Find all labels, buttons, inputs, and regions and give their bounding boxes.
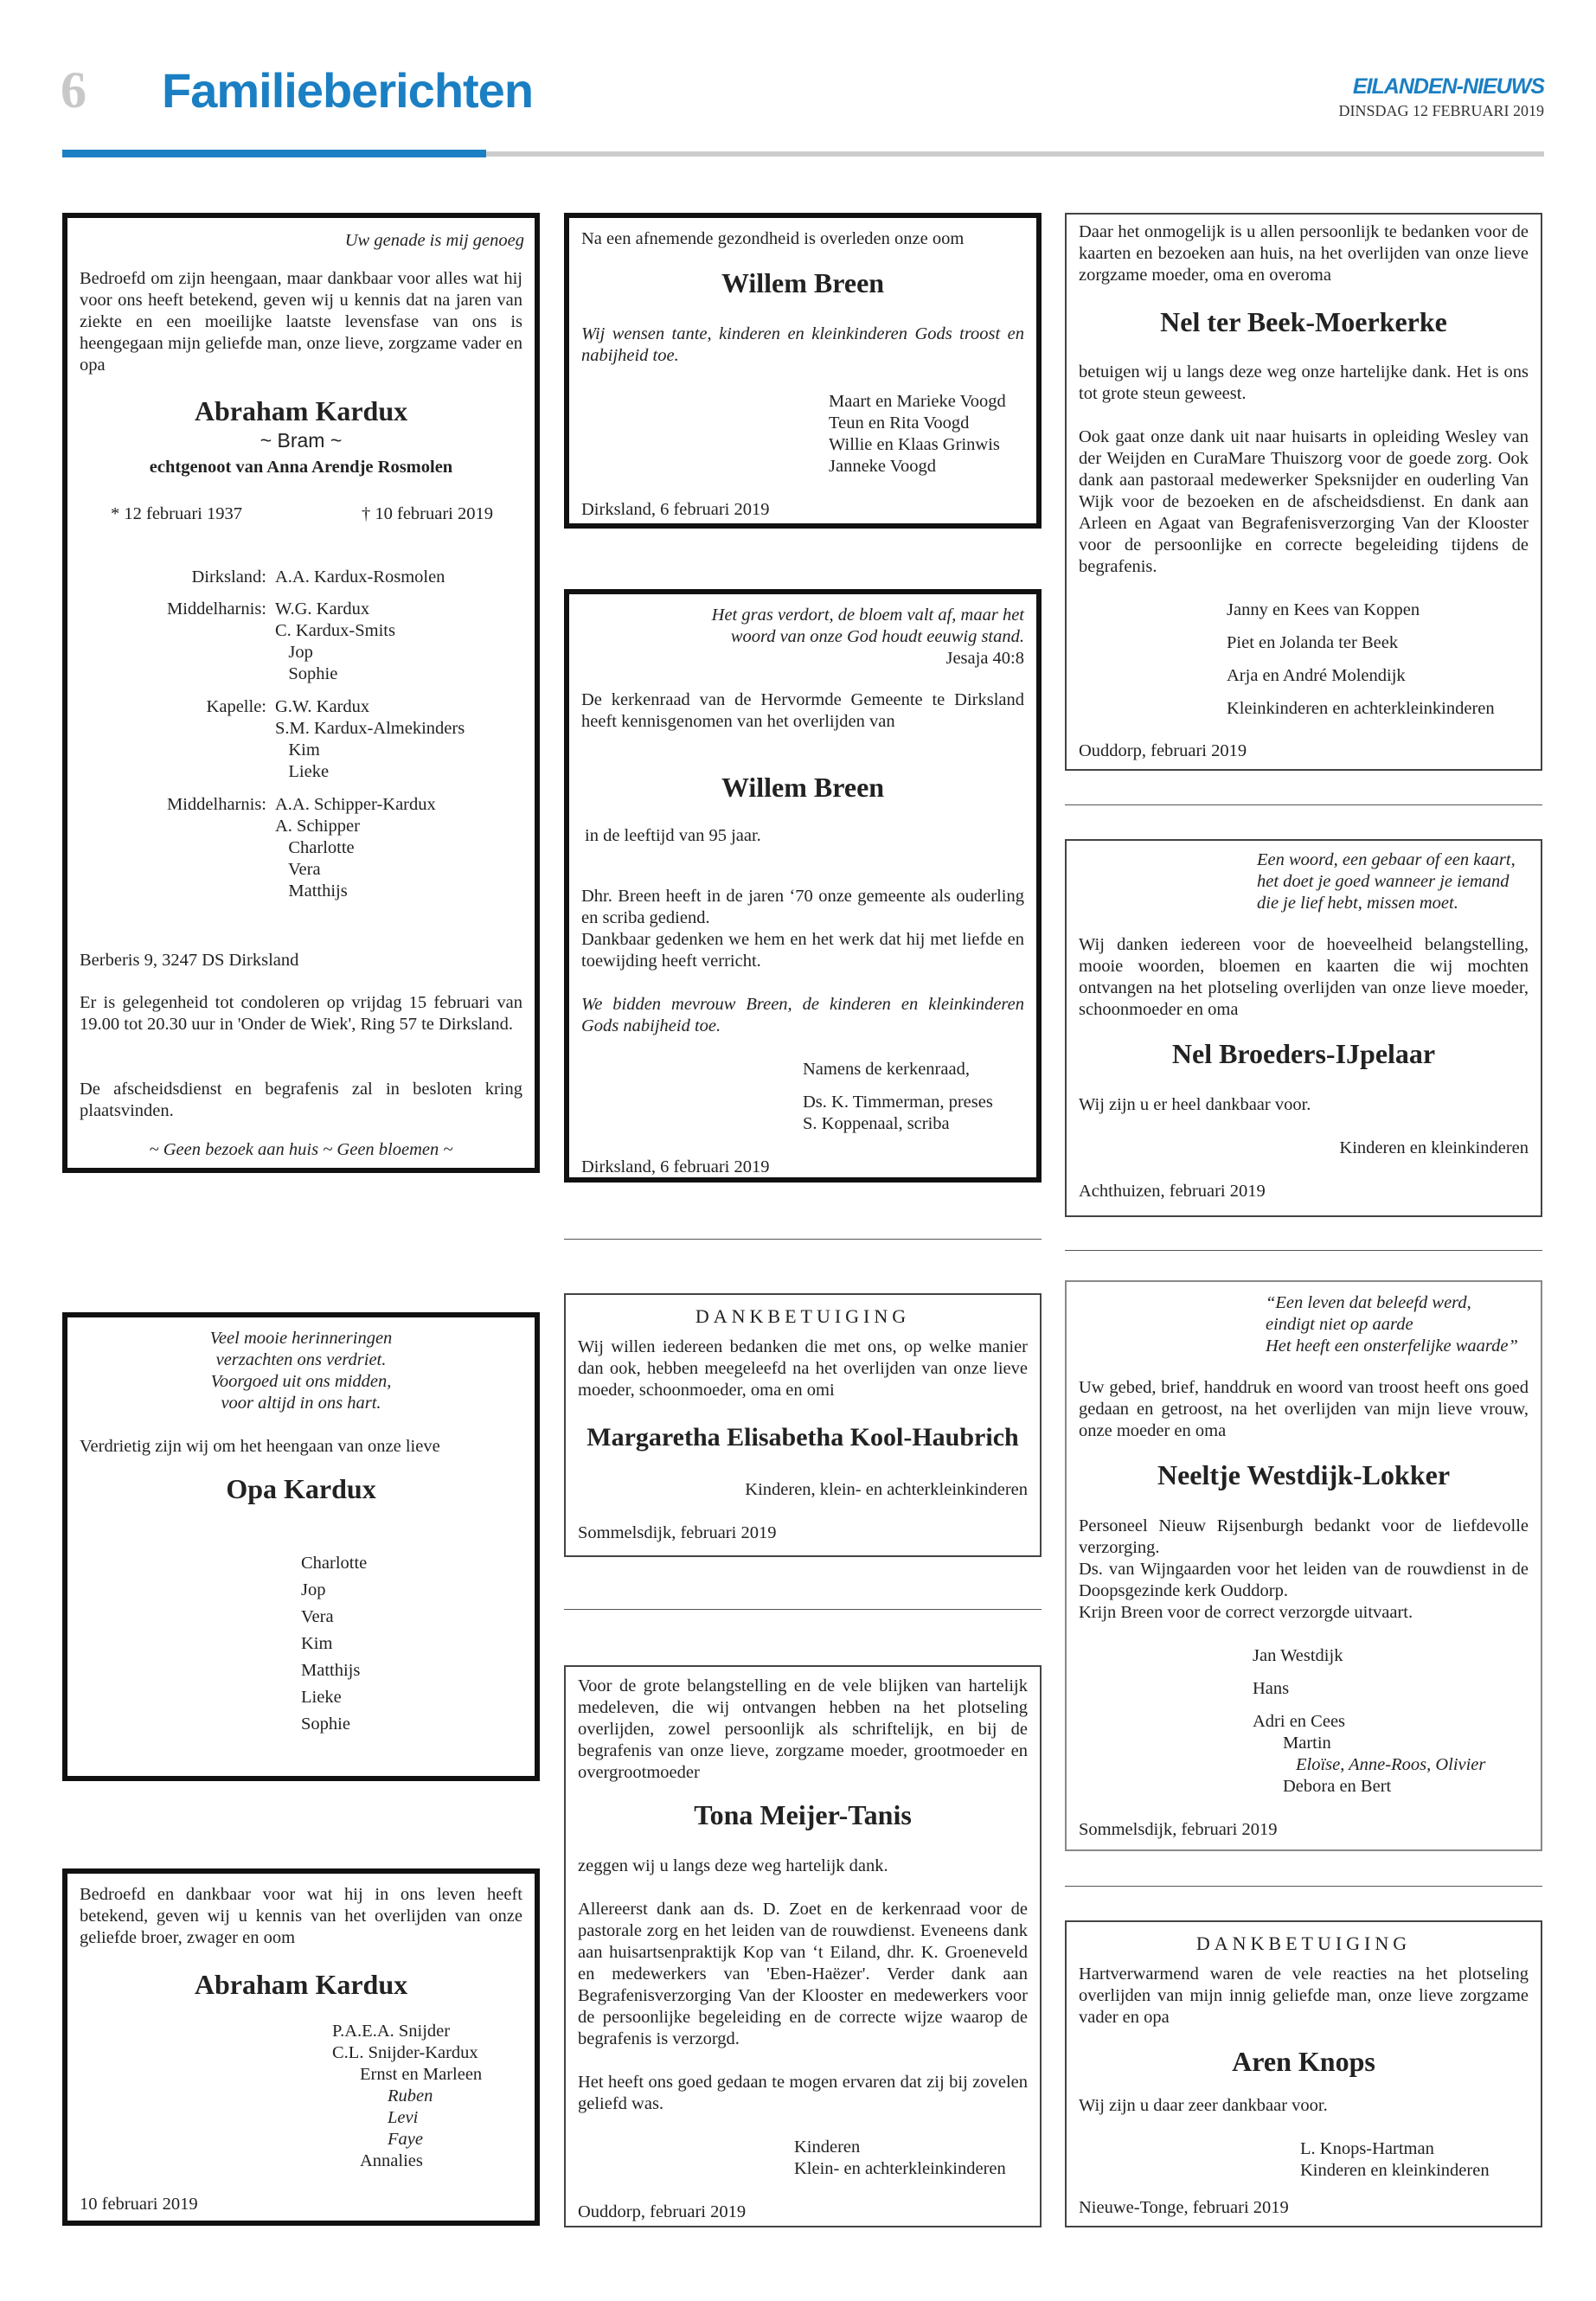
signatory: Kinderen en kleinkinderen	[1300, 2161, 1490, 2180]
signatory: Annalies	[360, 2151, 423, 2170]
signatory: Janneke Voogd	[829, 457, 936, 476]
heading: DANKBETUIGING	[1195, 1932, 1412, 1954]
prayer: We bidden mevrouw Breen, de kinderen en kleinkinderen Gods nabijheid toe.	[581, 995, 1024, 1035]
divider	[1065, 1886, 1542, 1887]
thanks: Wij zijn u daar zeer dankbaar voor.	[1079, 2096, 1328, 2115]
poem-line: het doet je goed wanneer je iemand	[1257, 872, 1509, 891]
poem-line: die je lief hebt, missen moet.	[1257, 894, 1458, 913]
family-member: Matthijs	[275, 881, 348, 901]
family-place: Middelharnis:	[166, 599, 266, 619]
thanks: Wij zijn u er heel dankbaar voor.	[1079, 1095, 1311, 1114]
text: Dhr. Breen heeft in de jaren ‘70 onze gemeente als ouderling en scriba gediend.	[581, 887, 1024, 927]
poem-line: Een woord, een gebaar of een kaart,	[1257, 850, 1516, 869]
signatory: Piet en Jolanda ter Beek	[1227, 633, 1399, 652]
grandchild: Sophie	[301, 1715, 350, 1734]
signatory: Maart en Marieke Voogd	[829, 392, 1006, 411]
signatory: Martin	[1283, 1734, 1331, 1753]
family-member: Sophie	[275, 664, 338, 683]
notice-opa-kardux	[62, 1312, 540, 1781]
intro-text: Voor de grote belangstelling en de vele blijken van hartelijk medeleven, die wij ontvangen hebben na het plotseling overlijden, zowel persoonlijk als schriftelijk, en bij de begrafenis van onze lieve, zorgzame moeder, grootmoeder en overgrootmoeder	[578, 1676, 1028, 1782]
family-member: C. Kardux-Smits	[275, 621, 395, 640]
signatory: Teun en Rita Voogd	[829, 413, 970, 433]
intro-text: Bedroefd om zijn heengaan, maar dankbaar voor alles wat hij voor ons heeft betekend, geven wij u kennis dat na jaren van ziekte en een moeilijke laatste levensfase van ons is heengegaan mijn geliefde man, onze lieve, zorgzame vader en opa	[80, 269, 522, 375]
intro-text: Bedroefd en dankbaar voor wat hij in ons leven heeft betekend, geven wij u kennis van het overlijden van onze geliefde broer, zwager en oom	[80, 1885, 522, 1947]
grandchild: Charlotte	[301, 1554, 368, 1573]
signatory: C.L. Snijder-Kardux	[332, 2043, 478, 2062]
signatory: Kleinkinderen en achterkleinkinderen	[1227, 699, 1495, 718]
intro-text: Wij danken iedereen voor de hoeveelheid belangstelling, mooie woorden, bloemen en kaarten die wij mochten ontvangen na het plotseling overlijden van onze lieve moeder, schoonmoeder en oma	[1079, 935, 1529, 1019]
wish: Wij wensen tante, kinderen en kleinkinderen Gods troost en nabijheid toe.	[581, 324, 1024, 365]
text: Dankbaar gedenken we hem en het werk dat hij met liefde en toewijding heeft verricht.	[581, 930, 1024, 971]
grandchild: Vera	[301, 1607, 334, 1626]
deceased-name: Abraham Kardux	[194, 1969, 408, 2000]
funeral-info: De afscheidsdienst en begrafenis zal in besloten kring plaatsvinden.	[80, 1080, 522, 1120]
intro-text: Uw gebed, brief, handdruk en woord van troost heeft ons goed gedaan en getroost, na het overlijden van mijn lieve vrouw, onze moeder en oma	[1079, 1378, 1529, 1440]
newspaper-logo: EILANDEN-NIEUWS	[1352, 74, 1544, 99]
place-date: Dirksland, 6 februari 2019	[581, 500, 770, 519]
deceased-name: Neeltje Westdijk-Lokker	[1157, 1459, 1451, 1490]
place-date: Sommelsdijk, februari 2019	[578, 1523, 777, 1542]
verse-reference: Jesaja 40:8	[945, 649, 1024, 668]
grandchild: Kim	[301, 1634, 333, 1653]
notice-broeders	[1065, 839, 1542, 1217]
notice-meijer-tanis	[564, 1665, 1042, 2227]
signatory: Jan Westdijk	[1253, 1646, 1343, 1665]
header-rule-accent	[62, 150, 486, 157]
signatory: Kinderen, klein- en achterkleinkinderen	[745, 1480, 1028, 1499]
notice-breen-family	[564, 213, 1042, 529]
grandchild: Lieke	[301, 1688, 342, 1707]
text: Personeel Nieuw Rijsenburgh bedankt voor de liefdevolle verzorging.	[1079, 1516, 1529, 1557]
family-member: A. Schipper	[275, 817, 360, 836]
place-date: Achthuizen, februari 2019	[1079, 1182, 1266, 1201]
deceased-name: Aren Knops	[1232, 2046, 1375, 2077]
family-member: Jop	[275, 643, 313, 662]
notice-kardux	[62, 213, 540, 1173]
condolence-info: Er is gelegenheid tot condoleren op vrijdag 15 februari van 19.00 tot 20.30 uur in 'Onder de Wiek', Ring 57 te Dirksland.	[80, 993, 522, 1034]
died: † 10 februari 2019	[362, 504, 493, 523]
grandchild: Jop	[301, 1580, 326, 1599]
intro-text: Daar het onmogelijk is u allen persoonlijk te bedanken voor de kaarten en bezoeken aan huis, na het overlijden van onze lieve zorgzame moeder, oma en overoma	[1079, 222, 1529, 285]
signatory: P.A.E.A. Snijder	[332, 2022, 451, 2041]
divider	[1065, 1250, 1542, 1251]
child-name: Faye	[388, 2130, 423, 2149]
text: Allereerst dank aan ds. D. Zoet en de kerkenraad voor de pastorale zorg en het leiden van de rouwdienst. Eveneens dank aan huisartsenpraktijk Kop van ‘t Eiland, dhr. K. Groeneveld en medewerkers van 'Eben-Haëzer'. Verder dank aan Begrafenisverzorging Van der Klooster en medewerkers voor de persoonlijke begeleiding en de correcte wijze waarop de begrafenis is verzorgd.	[578, 1900, 1028, 2048]
poem-line: Veel mooie herinneringen	[209, 1329, 393, 1348]
motto: Uw genade is mij genoeg	[344, 231, 524, 250]
verse-line: woord van onze God houdt eeuwig stand.	[730, 627, 1024, 646]
family-member: Charlotte	[275, 838, 355, 857]
on-behalf: Namens de kerkenraad,	[803, 1060, 970, 1079]
signatory: Adri en Cees	[1253, 1712, 1346, 1731]
signatory: Kinderen en kleinkinderen	[1339, 1138, 1529, 1157]
poem-line: “Een leven dat beleefd werd,	[1266, 1293, 1471, 1312]
signatory: S. Koppenaal, scriba	[803, 1114, 950, 1133]
signatory: Hans	[1253, 1679, 1290, 1698]
notice-breen-kerkenraad	[564, 589, 1042, 1183]
signatory: Debora en Bert	[1283, 1777, 1392, 1796]
footer-note: ~ Geen bezoek aan huis ~ Geen bloemen ~	[149, 1140, 453, 1159]
thanks: betuigen wij u langs deze weg onze hartelijke dank. Het is ons tot grote steun geweest.	[1079, 362, 1529, 403]
signatory: Arja en André Molendijk	[1227, 666, 1406, 685]
notice-kool-haubrich	[564, 1293, 1042, 1557]
text: Krijn Breen voor de correct verzorgde uitvaart.	[1079, 1603, 1413, 1622]
intro-text: Hartverwarmend waren de vele reacties na het plotseling overlijden van mijn innig geliefde man, onze lieve zorgzame vader en opa	[1079, 1965, 1529, 2027]
deceased-name: Opa Kardux	[226, 1473, 376, 1504]
address: Berberis 9, 3247 DS Dirksland	[80, 951, 299, 970]
place-date: 10 februari 2019	[80, 2195, 198, 2214]
signatory: Klein- en achterkleinkinderen	[794, 2159, 1006, 2178]
deceased-name: Willem Breen	[721, 772, 885, 803]
signatory: Ds. K. Timmerman, preses	[803, 1093, 993, 1112]
notice-broer-kardux	[62, 1868, 540, 2226]
family-member: Kim	[275, 740, 320, 760]
header-rule	[486, 151, 1544, 157]
closing: Het heeft ons goed gedaan te mogen ervaren dat zij bij zovelen geliefd was.	[578, 2073, 1028, 2113]
place-date: Ouddorp, februari 2019	[578, 2202, 747, 2221]
signatory: L. Knops-Hartman	[1300, 2139, 1434, 2158]
family-member: A.A. Kardux-Rosmolen	[275, 567, 445, 586]
place-date: Ouddorp, februari 2019	[1079, 741, 1247, 760]
place-date: Nieuwe-Tonge, februari 2019	[1079, 2198, 1289, 2217]
text: Ook gaat onze dank uit naar huisarts in opleiding Wesley van der Weijden en CuraMare Thuiszorg voor de goede zorg. Ook dank aan pastoraal medewerker Speksnijder en ouderling Van Wijk voor de bezoeken en de afscheidsdienst. En dank aan Arleen en Agaat van Begrafenisverzorging Van der Klooster voor de persoonlijke en correcte begeleiding tijdens de begrafenis.	[1079, 427, 1529, 576]
notice-ter-beek	[1065, 213, 1542, 771]
family-place: Dirksland:	[191, 567, 266, 586]
divider	[564, 1609, 1042, 1610]
issue-date: DINSDAG 12 FEBRUARI 2019	[1338, 102, 1544, 119]
family-place: Kapelle:	[206, 697, 266, 716]
poem-line: voor altijd in ons hart.	[221, 1394, 381, 1413]
thanks: zeggen wij u langs deze weg hartelijk dank.	[578, 1856, 888, 1875]
place-date: Dirksland, 6 februari 2019	[581, 1157, 770, 1176]
heading: DANKBETUIGING	[695, 1305, 911, 1327]
intro-text: Na een afnemende gezondheid is overleden onze oom	[581, 229, 965, 248]
deceased-name: Margaretha Elisabetha Kool-Haubrich	[586, 1423, 1019, 1452]
age: in de leeftijd van 95 jaar.	[585, 826, 761, 845]
spouse: echtgenoot van Anna Arendje Rosmolen	[149, 458, 453, 477]
intro-text: Wij willen iedereen bedanken die met ons, op welke manier dan ook, hebben meegeleefd na het overlijden van onze lieve moeder, schoonmoeder, oma en omi	[578, 1337, 1028, 1400]
family-member: S.M. Kardux-Almekinders	[275, 719, 465, 738]
intro-text: Verdrietig zijn wij om het heengaan van onze lieve	[80, 1437, 440, 1456]
grandchild: Matthijs	[301, 1661, 361, 1680]
intro-text: De kerkenraad van de Hervormde Gemeente te Dirksland heeft kennisgenomen van het overlijden van	[581, 690, 1024, 731]
divider	[564, 1239, 1042, 1240]
family-member: Vera	[275, 860, 321, 879]
grandchildren: Eloïse, Anne-Roos, Olivier	[1296, 1755, 1486, 1774]
deceased-name: Nel Broeders-IJpelaar	[1171, 1038, 1436, 1069]
signatory: Kinderen	[794, 2138, 861, 2157]
signatory: Willie en Klaas Grinwis	[829, 435, 1000, 454]
family-place: Middelharnis:	[166, 795, 266, 814]
poem-line: Het heeft een onsterfelijke waarde”	[1266, 1336, 1518, 1356]
signatory: Janny en Kees van Koppen	[1227, 600, 1420, 619]
child-name: Levi	[388, 2108, 419, 2127]
text: Ds. van Wijngaarden voor het leiden van de rouwdienst in de Doopsgezinde kerk Ouddorp.	[1079, 1560, 1529, 1600]
poem-line: verzachten ons verdriet.	[215, 1350, 387, 1369]
poem-line: eindigt niet op aarde	[1266, 1315, 1413, 1334]
page-number: 6	[61, 61, 87, 119]
deceased-name: Abraham Kardux	[194, 395, 408, 426]
family-member: G.W. Kardux	[275, 697, 370, 716]
nickname: ~ Bram ~	[260, 429, 343, 452]
family-member: A.A. Schipper-Kardux	[275, 795, 436, 814]
family-member: W.G. Kardux	[275, 599, 370, 619]
deceased-name: Tona Meijer-Tanis	[694, 1799, 912, 1830]
child-name: Ruben	[388, 2086, 433, 2106]
divider	[1065, 804, 1542, 805]
verse-line: Het gras verdort, de bloem valt af, maar het	[711, 606, 1024, 625]
poem-line: Voorgoed uit ons midden,	[210, 1372, 392, 1391]
deceased-name: Willem Breen	[721, 267, 885, 298]
signatory: Ernst en Marleen	[360, 2065, 483, 2084]
notice-westdijk	[1065, 1280, 1542, 1851]
deceased-name: Nel ter Beek-Moerkerke	[1160, 306, 1447, 337]
section-title: Familieberichten	[162, 63, 534, 118]
family-member: Lieke	[275, 762, 330, 781]
born: * 12 februari 1937	[111, 504, 242, 523]
notice-knops	[1065, 1920, 1542, 2227]
place-date: Sommelsdijk, februari 2019	[1079, 1820, 1278, 1839]
